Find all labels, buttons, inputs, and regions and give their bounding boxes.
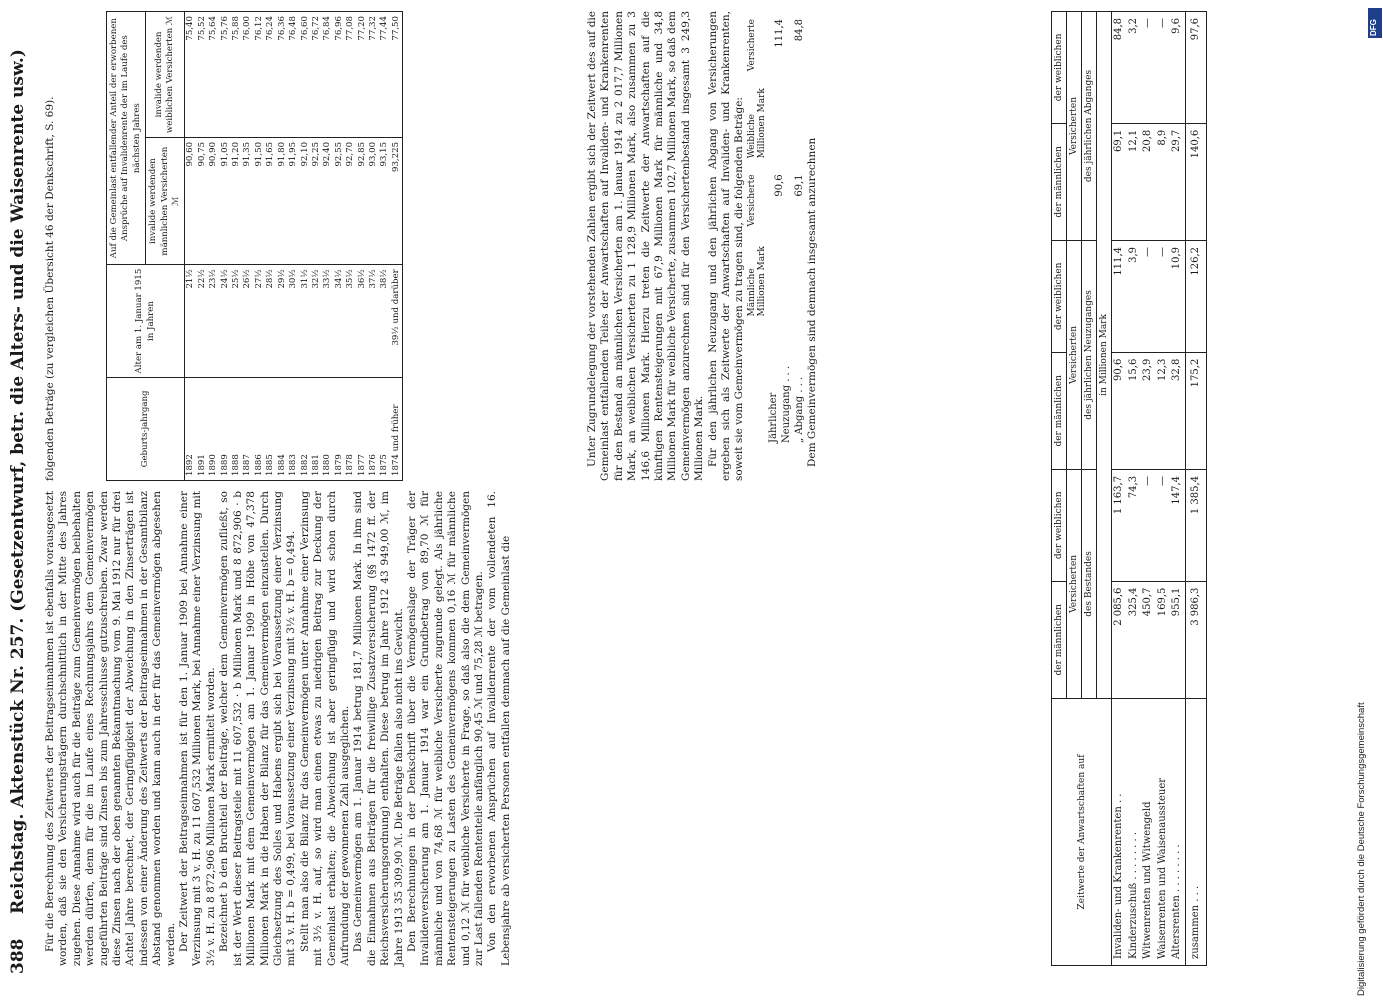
- paragraph: Für die Berechnung des Zeitwerts der Beitragseinnahmen ist ebenfalls vorausgesetzt worden, daß sie den Versicherungsträgern durchschnittlich in der Mitte des Jahres zugehen. Diese Annahme wird auch für die Beiträge zum Gemeinvermögen beibehalten werden dürfen, denn für die im Laufe eines Rechnungsjahrs dem Gemeinvermögen zugeführten Beiträge sind Zinsen bis zum Jahresschlusse gutzuschreiben. Zwar werden diese Zinsen nach der oben genannten Bekanntmachung vom 9. Mai 1912 nur für drei Achtel Jahre berechnet, der Geringfügigkeit der Abweichung in den Zinserträgen ist indessen von einer Änderung des Zeitwerts der Beitragseinnahmen in der Gesamtbilanz Abstand genommen worden und kann auch in der für das Gemeinvermögen abgesehen werden.: [44, 491, 177, 966]
- table-row: [242, 12, 253, 481]
- cell-value: —: [1141, 12, 1156, 124]
- header-female-col: der weiblichen: [1052, 240, 1067, 352]
- row-label: Altersrenten . . . . . . . .: [1170, 698, 1185, 965]
- male-value-cell: 90,90: [208, 137, 219, 264]
- birth-year-cell: 1881: [311, 377, 322, 480]
- cell-value: 3,2: [1127, 12, 1142, 124]
- birth-year-cell: 1874 und früher: [391, 377, 403, 480]
- header-insured: Versicherten: [1067, 469, 1082, 698]
- age-cell: 22½: [197, 265, 208, 378]
- female-value-cell: 76,84: [322, 12, 333, 138]
- age-cell: 35½: [345, 265, 356, 378]
- header-female-col: der weiblichen: [1052, 469, 1067, 581]
- row-label: Jährlicher Neuzugang . . .: [767, 365, 792, 443]
- age-cell: 39½ und darüber: [391, 265, 403, 378]
- table-row: [185, 12, 197, 481]
- male-value-cell: 91,35: [242, 137, 253, 264]
- age-cell: 23½: [208, 265, 219, 378]
- row-label: „ Abgang . . .: [793, 376, 805, 443]
- row-label: zusammen . . .: [1185, 698, 1207, 965]
- age-cell: 27½: [254, 265, 265, 378]
- cell-value: 3 986,3: [1185, 581, 1207, 698]
- table-row: [1112, 12, 1127, 966]
- cell-value: 175,2: [1185, 352, 1207, 469]
- page-number: 388: [8, 938, 28, 974]
- cell-value: 169,5: [1156, 581, 1171, 698]
- paragraph: Unter Zugrundelegung der vorstehenden Zahlen ergibt sich der Zeitwert des auf die Gemeinlast entfallenden Teiles der Anwartschaften auf Invaliden- und Krankenrenten für den Bestand an männlichen Versicherten am 1. Januar 1914 zu 2 017,7 Millionen Mark, an weiblichen Versicherten zu 1 128,9 Millionen Mark, also zusammen zu 3 146,6 Millionen Mark. Hierzu treten die Zeitwerte der Anwartschaften auf die künftigen Rentensteigerungen mit 67,9 Millionen Mark für männliche und 34,8 Millionen Mark für weibliche Versicherte, zusammen 102,7 Millionen Mark, so daß dem Gemeinvermögen anzurechnen sind für den Versichertenbestand insgesamt 3 249,3 Millionen Mark.: [586, 11, 706, 481]
- birth-year-cell: 1890: [208, 377, 219, 480]
- table-row: [345, 12, 356, 481]
- header-male-col: der männlichen: [1052, 352, 1067, 469]
- female-value-cell: 76,48: [288, 12, 299, 138]
- male-value-cell: 93,15: [379, 137, 390, 264]
- female-value-cell: 77,50: [391, 12, 403, 138]
- birth-year-cell: 1878: [345, 377, 356, 480]
- paragraph: Für den jährlichen Neuzugang und den jährlichen Abgang von Versicherungen ergeben sich als Zeitwerte der Anwartschaften auf Invaliden- und Krankenrenten, soweit sie vom Gemeinvermögen zu tragen sind, die folgenden Beträge:: [706, 11, 746, 481]
- cell-value: —: [1141, 240, 1156, 352]
- page-title: Reichstag. Aktenstück Nr. 257. (Gesetzentwurf, betr. die Alters- und die Waisenrente usw.): [8, 49, 28, 914]
- birth-year-cell: 1880: [322, 377, 333, 480]
- paragraph: Bezeichnet b den Bruchteil der Beiträge, welcher dem Gemeinvermögen zufließt, so ist der Wert dieser Beitragsteile mit 11 607,532 · b Millionen Mark und 8 872,906 · b Millionen Mark mit dem Gemeinvermögen am 1. Januar 1909 in Höhe von 47,378 Millionen Mark in die Haben der Bilanz für das Gemeinvermögen einzustellen. Durch Gleichsetzung des Solles und Habens ergibt sich bei Voraussetzung einer Verzinsung mit 3 v. H. b = 0,499, bei Voraussetzung einer Verzinsung mit 3½ v. H. b = 0,494.: [218, 491, 298, 966]
- cell-value: 97,6: [1185, 12, 1207, 124]
- table-row: [254, 12, 265, 481]
- age-cell: 36½: [357, 265, 368, 378]
- male-value-cell: 91,05: [220, 137, 231, 264]
- closing-text: Dem Gemeinvermögen sind demnach insgesamt anzurechnen: [805, 137, 818, 467]
- female-value-cell: 77,20: [357, 12, 368, 138]
- header-birth-year: Geburts-jahrgang: [107, 377, 185, 480]
- cell-value: 29,7: [1170, 123, 1185, 240]
- cell-value: 23,9: [1141, 352, 1156, 469]
- paragraph: Das Gemeinvermögen am 1. Januar 1914 betrug 181,7 Millionen Mark. In ihm sind die Einnahmen aus Beiträgen für die freiwillige Zusatzversicherung (§§ 1472 ff. der Reichsversicherungsordnung) enthalten. Diese betrug im Jahre 1912 43 949,00 ℳ, im Jahre 1913 35 309,90 ℳ. Die Beträge fallen also nicht ins Gewicht.: [352, 491, 405, 966]
- birth-year-cell: 1877: [357, 377, 368, 480]
- cell-value: 1 163,7: [1112, 469, 1127, 581]
- cell-value: 69,1: [1112, 123, 1127, 240]
- header-anwartschaften: Zeitwerte der Anwartschaften auf: [1052, 698, 1112, 965]
- cell-value: 147,4: [1170, 469, 1185, 581]
- cell-value: 450,7: [1141, 581, 1156, 698]
- turnover-section: [586, 11, 819, 481]
- age-cell: 24½: [220, 265, 231, 378]
- table-row: [368, 12, 379, 481]
- female-value-cell: 75,88: [231, 12, 242, 138]
- female-value-cell: 75,40: [185, 12, 197, 138]
- age-cell: 21½: [185, 265, 197, 378]
- table-row: [334, 12, 345, 481]
- cell-value: 69,1: [793, 174, 805, 197]
- header-zugang: des jährlichen Neuzuganges: [1082, 240, 1097, 469]
- female-value-cell: 76,96: [334, 12, 345, 138]
- cell-value: 140,6: [1185, 123, 1207, 240]
- birth-year-cell: 1889: [220, 377, 231, 480]
- cell-value: 1 385,4: [1185, 469, 1207, 581]
- age-cell: 29½: [277, 265, 288, 378]
- birth-year-cell: 1886: [254, 377, 265, 480]
- cell-value: 325,4: [1127, 581, 1142, 698]
- turnover-table: [747, 11, 806, 451]
- cell-value: 32,8: [1170, 352, 1185, 469]
- header-male: invalide werdenden männlichen Versicherten ℳ: [146, 137, 185, 264]
- cell-value: 74,3: [1127, 469, 1142, 581]
- left-text-column: [44, 491, 513, 966]
- female-value-cell: 75,52: [197, 12, 208, 138]
- header-male-col: der männlichen: [1052, 581, 1067, 698]
- table-row: [1156, 12, 1171, 966]
- female-value-cell: 77,32: [368, 12, 379, 138]
- cell-value: 111,4: [1112, 240, 1127, 352]
- age-cell: 33½: [322, 265, 333, 378]
- female-value-cell: 76,00: [242, 12, 253, 138]
- table-row: [391, 12, 403, 481]
- paragraph: Stellt man also die Bilanz für das Gemeinvermögen unter Annahme einer Verzinsung mit 3½ v. H. auf, so wird man einen etwas zu niedrigen Beitrag zur Deckung der Gemeinlast erhalten; die Abweichung ist aber geringfügig und wird schon durch Aufrundung der gewonnenen Zahl ausgeglichen.: [298, 491, 351, 966]
- paragraph: Von den erworbenen Ansprüchen auf Invalidenrente der vom vollendeten 16. Lebensjahre ab versicherten Personen entfallen demnach auf die Gemeinlast die: [486, 491, 512, 966]
- birth-year-cell: 1888: [231, 377, 242, 480]
- header-female-col: der weiblichen: [1052, 12, 1067, 124]
- page-header: [6, 11, 36, 986]
- birth-year-cell: 1876: [368, 377, 379, 480]
- table-row: [1141, 12, 1156, 966]
- male-value-cell: 90,60: [185, 137, 197, 264]
- cell-value: —: [1156, 469, 1171, 581]
- table-row: [1185, 12, 1207, 966]
- table-row: [379, 12, 390, 481]
- male-value-cell: 92,25: [311, 137, 322, 264]
- male-value-cell: 91,80: [277, 137, 288, 264]
- age-cell: 30½: [288, 265, 299, 378]
- cell-value: 2 085,6: [1112, 581, 1127, 698]
- header-insured: Versicherten: [1067, 12, 1082, 241]
- female-value-cell: 77,44: [379, 12, 390, 138]
- male-value-cell: 91,95: [288, 137, 299, 264]
- header-unit: in Millionen Mark: [1097, 12, 1112, 699]
- cell-value: 126,2: [1185, 240, 1207, 352]
- cell-value: 9,6: [1170, 12, 1185, 124]
- table-row: [265, 12, 276, 481]
- birth-year-cell: 1882: [300, 377, 311, 480]
- digitization-footer: Digitalisierung gefördert durch die Deutsche Forschungsgemeinschaft: [1356, 702, 1367, 996]
- header-age: Alter am 1. Januar 1915 in Jahren: [107, 265, 185, 378]
- paragraph: Der Zeitwert der Beitragseinnahmen ist für den 1. Januar 1909 bei Annahme einer Verzinsung mit 3 v. H. zu 11 607,532 Millionen Mark, bei Annahme einer Verzinsung mit 3½ v. H. zu 8 872,906 Millionen Mark ermittelt worden.: [178, 491, 217, 966]
- table-row: [322, 12, 333, 481]
- table-row: [288, 12, 299, 481]
- male-value-cell: 92,70: [345, 137, 356, 264]
- header-bestand: des Bestandes: [1082, 469, 1097, 698]
- cell-value: 10,9: [1170, 240, 1185, 352]
- table-row: [220, 12, 231, 481]
- age-cell: 26½: [242, 265, 253, 378]
- female-value-cell: 76,24: [265, 12, 276, 138]
- male-value-cell: 91,20: [231, 137, 242, 264]
- rotated-page-content: [6, 11, 1358, 986]
- table-row: [357, 12, 368, 481]
- table-row: [231, 12, 242, 481]
- cell-value: 12,3: [1156, 352, 1171, 469]
- cell-value: —: [1156, 240, 1171, 352]
- cell-value: 90,6: [1112, 352, 1127, 469]
- table-row: [311, 12, 322, 481]
- male-value-cell: 92,10: [300, 137, 311, 264]
- female-value-cell: 76,12: [254, 12, 265, 138]
- cell-value: 8,9: [1156, 123, 1171, 240]
- cell-value: 15,6: [1127, 352, 1142, 469]
- table-intro: folgenden Beträge (zu vergleichen Übersicht 46 der Denkschrift, S. 69).: [44, 96, 56, 481]
- birth-year-cell: 1884: [277, 377, 288, 480]
- cell-value: 84,8: [1112, 12, 1127, 124]
- birth-year-cell: 1887: [242, 377, 253, 480]
- table-row: [208, 12, 219, 481]
- male-value-cell: 93,00: [368, 137, 379, 264]
- cell-value: 12,1: [1127, 123, 1142, 240]
- cell-value: 20,8: [1141, 123, 1156, 240]
- age-cell: 34½: [334, 265, 345, 378]
- header-male-insured: Männliche Versicherte Millionen Mark: [746, 174, 767, 317]
- age-cell: 28½: [265, 265, 276, 378]
- female-value-cell: 75,64: [208, 12, 219, 138]
- cell-value: 955,1: [1170, 581, 1185, 698]
- female-value-cell: 77,08: [345, 12, 356, 138]
- header-female: invalide werdenden weiblichen Versicherten ℳ: [146, 12, 185, 138]
- cell-value: —: [1141, 469, 1156, 581]
- table-row: [1170, 12, 1185, 966]
- age-cell: 37½: [368, 265, 379, 378]
- birth-year-cell: 1891: [197, 377, 208, 480]
- row-label: Invaliden- und Krankenrenten . .: [1112, 698, 1127, 965]
- age-cell: 31½: [300, 265, 311, 378]
- cell-value: 90,6: [774, 174, 786, 197]
- header-male-col: der männlichen: [1052, 123, 1067, 240]
- right-text-column: [44, 11, 57, 481]
- birth-year-cell: 1883: [288, 377, 299, 480]
- male-value-cell: 91,65: [265, 137, 276, 264]
- female-value-cell: 76,36: [277, 12, 288, 138]
- male-value-cell: 91,50: [254, 137, 265, 264]
- row-label: Kinderzuschuß . . . . . . . .: [1127, 698, 1142, 965]
- paragraph: Den Berechnungen in der Denkschrift über die Vermögenslage der Träger der Invalidenversicherung am 1. Januar 1914 war ein Grundbetrag von 89,70 ℳ für männliche und von 74,68 ℳ für weibliche Versicherte zugrunde gelegt. Als jährliche Rentensteigerungen zu Lasten des Gemeinvermögens kommen 0,16 ℳ für männliche und 0,12 ℳ für weibliche Versicherte in Frage, so daß also die dem Gemeinvermögen zur Last fallenden Rententeile anfänglich 90,45 ℳ und 75,28 ℳ betragen.: [405, 491, 485, 966]
- age-cell: 38½: [379, 265, 390, 378]
- birth-year-cell: 1892: [185, 377, 197, 480]
- male-value-cell: 92,85: [357, 137, 368, 264]
- male-value-cell: 90,75: [197, 137, 208, 264]
- male-value-cell: 92,55: [334, 137, 345, 264]
- dfg-logo: DFG: [1368, 8, 1382, 38]
- birth-year-cell: 1885: [265, 377, 276, 480]
- table-row: [300, 12, 311, 481]
- female-value-cell: 76,60: [300, 12, 311, 138]
- birth-year-table: [106, 11, 403, 481]
- cell-value: 111,4: [774, 19, 786, 48]
- table-row: [197, 12, 208, 481]
- header-abgang: des jährlichen Abganges: [1082, 12, 1097, 241]
- age-cell: 32½: [311, 265, 322, 378]
- male-value-cell: 93,225: [391, 137, 403, 264]
- birth-year-cell: 1875: [379, 377, 390, 480]
- cell-value: —: [1156, 12, 1171, 124]
- header-group: Auf die Gemeinlast entfallender Anteil der erworbenen Ansprüche auf Invalidenrente der im Laufe des nächsten Jahres: [107, 12, 146, 265]
- age-cell: 25½: [231, 265, 242, 378]
- row-label: Witwenrenten und Witwengeld: [1141, 698, 1156, 965]
- header-female-insured: Weibliche Versicherte Millionen Mark: [746, 19, 767, 159]
- summary-table: [1051, 11, 1207, 966]
- male-value-cell: 92,40: [322, 137, 333, 264]
- female-value-cell: 75,76: [220, 12, 231, 138]
- header-insured: Versicherten: [1067, 240, 1082, 469]
- female-value-cell: 76,72: [311, 12, 322, 138]
- cell-value: 3,9: [1127, 240, 1142, 352]
- table-row: [277, 12, 288, 481]
- table-row: [1127, 12, 1142, 966]
- birth-year-cell: 1879: [334, 377, 345, 480]
- cell-value: 84,8: [793, 19, 805, 42]
- row-label: Waisenrenten und Waisenaussteuer: [1156, 698, 1171, 965]
